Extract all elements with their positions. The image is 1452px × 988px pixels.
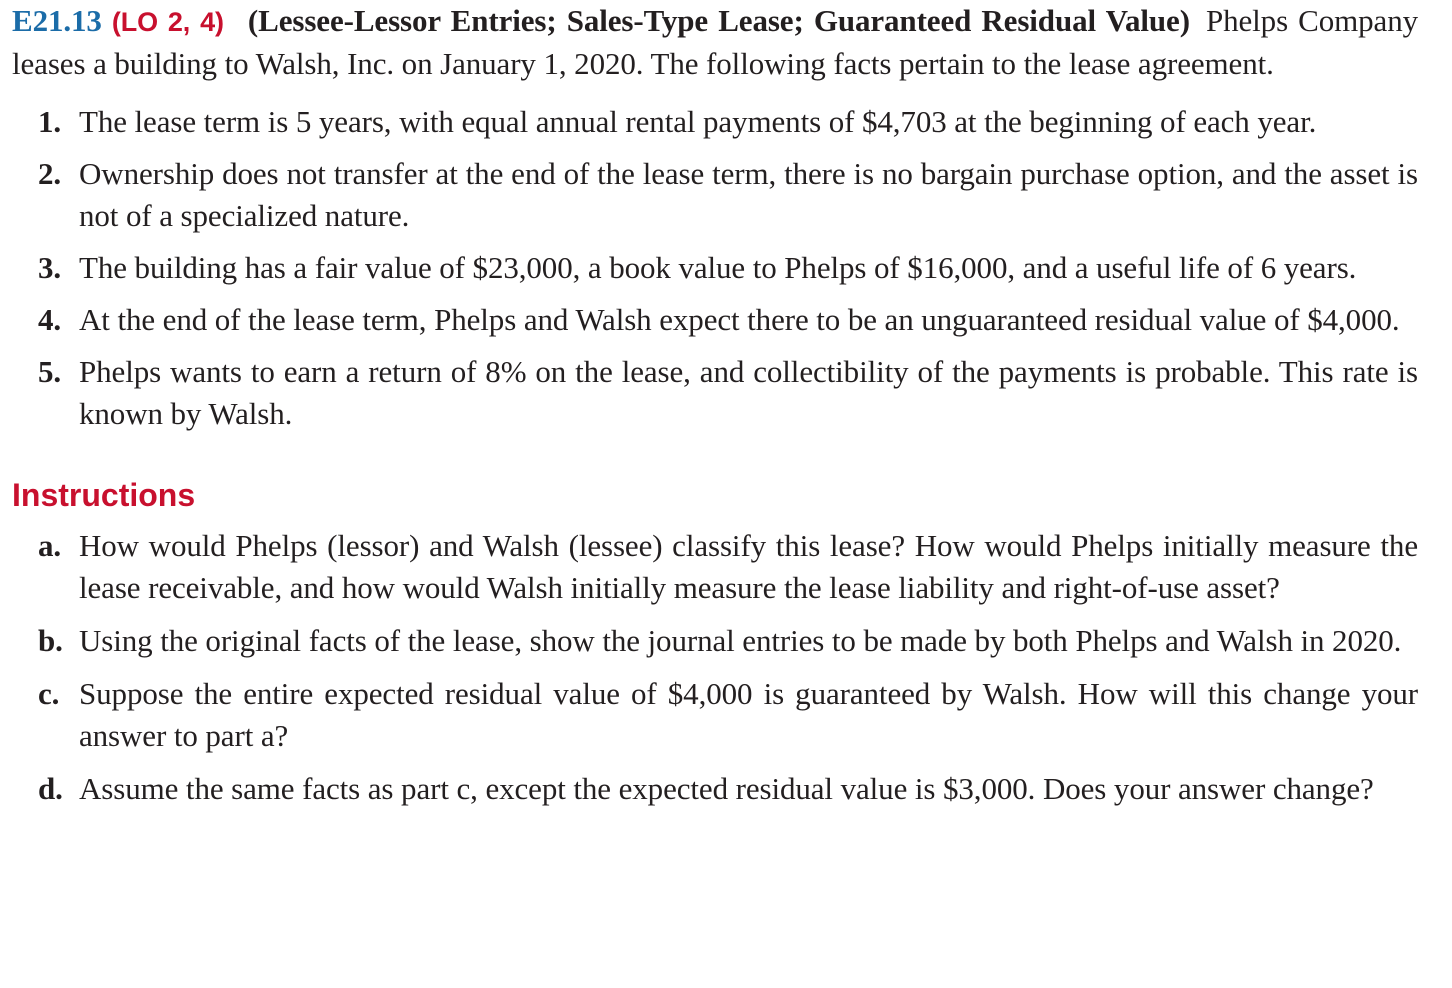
instruction-item (12, 620, 1418, 662)
instruction-text: Using the original facts of the lease, show the journal entries to be made by both Phelps and Walsh in 2020. (79, 623, 1402, 658)
fact-text: Ownership does not transfer at the end of the lease term, there is no bargain purchase option, and the asset is not of a specialized nature. (79, 156, 1418, 233)
instruction-marker: a. (38, 528, 62, 563)
fact-marker: 2. (38, 156, 62, 191)
fact-item (12, 247, 1418, 289)
fact-item (12, 101, 1418, 143)
instruction-text: Assume the same facts as part c, except the expected residual value is $3,000. Does your answer change? (79, 771, 1374, 806)
instruction-marker: c. (38, 676, 60, 711)
fact-item (12, 153, 1418, 237)
instruction-item (12, 525, 1418, 609)
fact-item (12, 351, 1418, 435)
instructions-heading: Instructions (12, 477, 196, 513)
exercise-number: E21.13 (12, 3, 102, 38)
exercise-page (12, 0, 1418, 821)
fact-text: The lease term is 5 years, with equal annual rental payments of $4,703 at the beginning of each year. (79, 104, 1317, 139)
fact-item (12, 299, 1418, 341)
instructions-list (12, 525, 1418, 810)
exercise-intro-text: Phelps Company leases a building to Walsh, Inc. on January 1, 2020. The following facts pertain to the lease agreement. (12, 3, 1419, 81)
fact-text: Phelps wants to earn a return of 8% on the lease, and collectibility of the payments is probable. This rate is known by Walsh. (79, 354, 1418, 431)
instruction-text: Suppose the entire expected residual value of $4,000 is guaranteed by Walsh. How will this change your answer to part a? (79, 676, 1418, 753)
instruction-text: How would Phelps (lessor) and Walsh (lessee) classify this lease? How would Phelps initially measure the lease receivable, and how would Walsh initially measure the lease liability and right-of-use asset? (79, 528, 1418, 605)
fact-marker: 4. (38, 302, 62, 337)
exercise-intro (12, 0, 1418, 85)
fact-marker: 1. (38, 104, 62, 139)
exercise-title: (Lessee-Lessor Entries; Sales-Type Lease; Guaranteed Residual Value) (247, 3, 1190, 38)
fact-text: At the end of the lease term, Phelps and Walsh expect there to be an unguaranteed residual value of $4,000. (79, 302, 1400, 337)
instruction-marker: b. (38, 623, 63, 658)
instruction-marker: d. (38, 771, 63, 806)
fact-marker: 3. (38, 250, 62, 285)
facts-list (12, 101, 1418, 435)
instruction-item (12, 768, 1418, 810)
instruction-item (12, 673, 1418, 757)
fact-marker: 5. (38, 354, 62, 389)
fact-text: The building has a fair value of $23,000, a book value to Phelps of $16,000, and a useful life of 6 years. (79, 250, 1357, 285)
learning-objectives: (LO 2, 4) (111, 7, 224, 37)
